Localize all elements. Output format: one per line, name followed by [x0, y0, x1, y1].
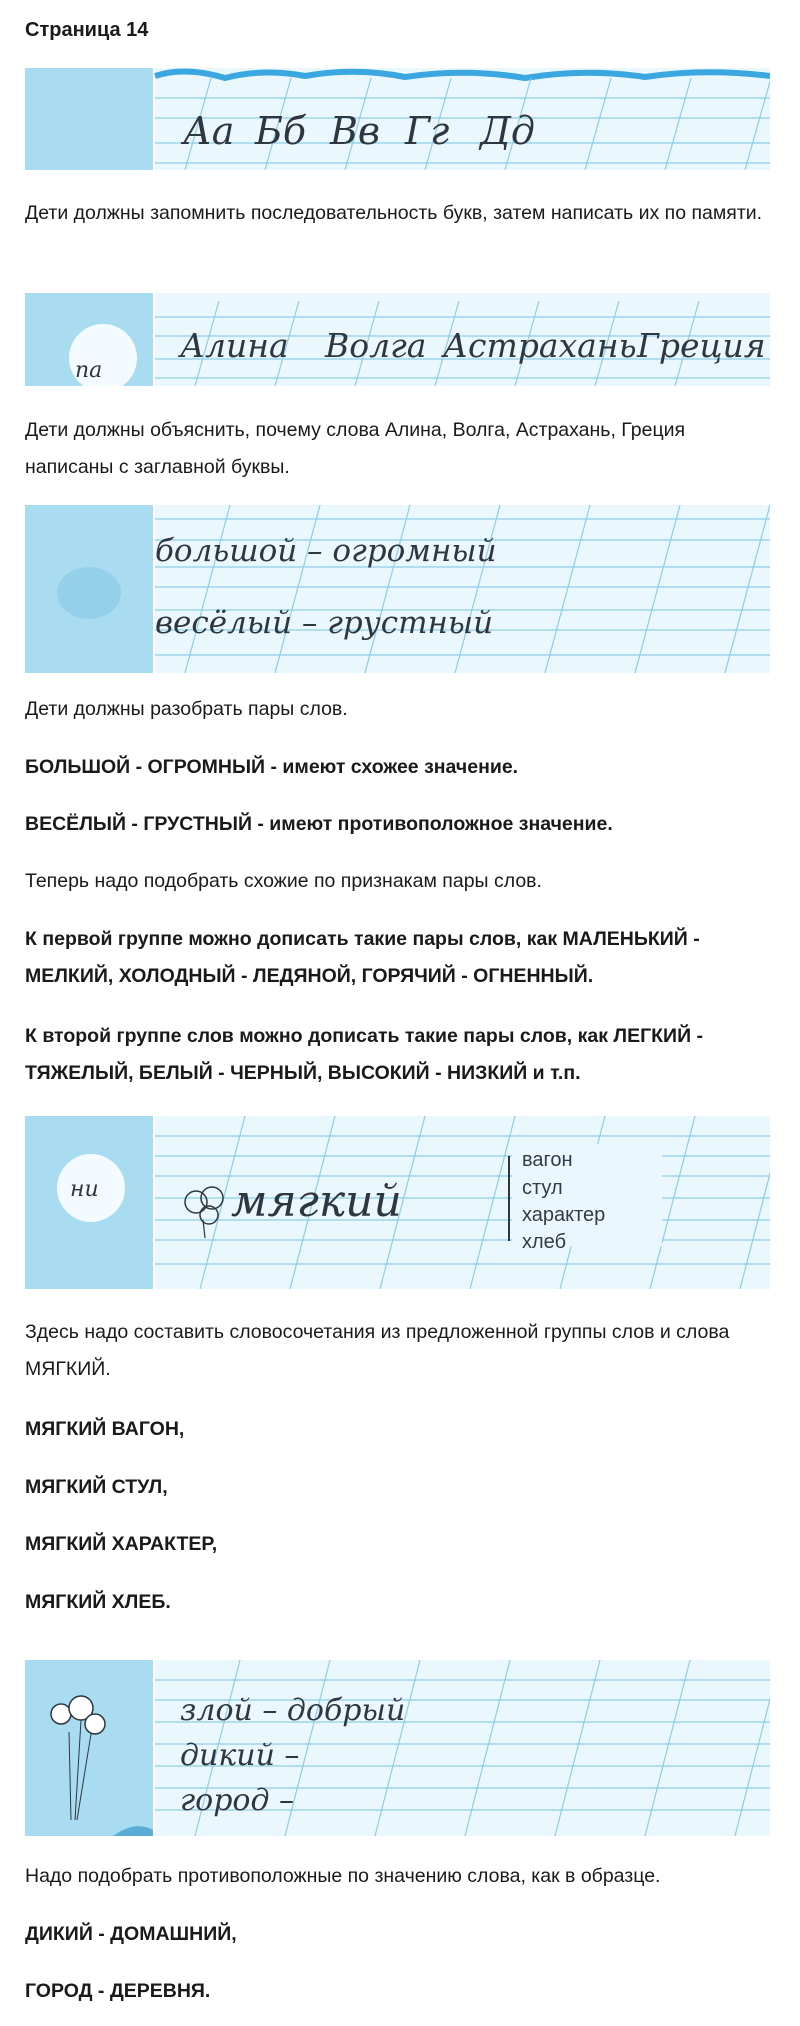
paragraph-8: К второй группе слов можно дописать такие пары слов, как ЛЕГКИЙ - ТЯЖЕЛЫЙ, БЕЛЫЙ - ЧЕРНЫЙ, ВЫСОКИЙ - НИЗКИЙ и т.п. [25, 1025, 703, 1084]
soft-list-item: вагон [522, 1149, 573, 1171]
paragraph-4: БОЛЬШОЙ - ОГРОМНЫЙ - имеют схожее значение. [25, 756, 519, 778]
letter-dd: Дд [480, 109, 535, 153]
paragraph-1: Дети должны запомнить последовательность букв, затем написать их по памяти. [25, 202, 763, 224]
paragraph-7: К первой группе можно дописать такие пары слов, как МАЛЕНЬКИЙ - МЕЛКИЙ, ХОЛОДНЫЙ - ЛЕДЯНОЙ, ГОРЯЧИЙ - ОГНЕННЫЙ. [25, 928, 700, 987]
opposite-line-3: город – [180, 1783, 295, 1818]
soft-list-item: характер [522, 1204, 606, 1226]
opposites-exercise-image [25, 1660, 770, 1836]
paragraph-13: МЯГКИЙ ХЛЕБ. [25, 1591, 171, 1613]
paragraph-3: Дети должны разобрать пары слов. [25, 698, 348, 720]
paragraph-12: МЯГКИЙ ХАРАКТЕР, [25, 1533, 218, 1555]
opposite-line-2: дикий – [180, 1738, 300, 1773]
paragraph-2: Дети должны объяснить, почему слова Алина, Волга, Астрахань, Греция написаны с заглавной буквы. [25, 419, 686, 478]
pairs-exercise-image [25, 505, 770, 673]
soft-tag: ни [70, 1177, 99, 1202]
pair-line-1: большой – огромный [155, 533, 497, 569]
paragraph-15: ДИКИЙ - ДОМАШНИЙ, [25, 1923, 237, 1945]
paragraph-16: ГОРОД - ДЕРЕВНЯ. [25, 1980, 211, 2002]
bird-icon [57, 567, 121, 619]
paragraph-5: ВЕСЁЛЫЙ - ГРУСТНЫЙ - имеют противоположное значение. [25, 813, 613, 835]
paragraph-11: МЯГКИЙ СТУЛ, [25, 1476, 168, 1498]
paragraph-9: Здесь надо составить словосочетания из предложенной группы слов и слова МЯГКИЙ. [25, 1321, 730, 1380]
letter-bb: Бб [255, 109, 307, 153]
letter-vv: Вв [330, 109, 381, 153]
soft-word: мягкий [231, 1176, 402, 1227]
opposite-line-1: злой – добрый [180, 1693, 406, 1728]
letter-gg: Гг [405, 109, 450, 153]
word-greece: Греция [637, 326, 766, 365]
word-astrakhan: Астрахань [443, 326, 637, 365]
names-tag: па [75, 358, 103, 383]
paragraph-6: Теперь надо подобрать схожие по признакам пары слов. [25, 870, 542, 892]
soft-list-item: стул [522, 1177, 563, 1199]
names-exercise-image [25, 293, 770, 386]
word-volga: Волга [325, 326, 427, 365]
word-alina: Алина [180, 326, 289, 365]
soft-exercise-image [25, 1116, 770, 1289]
letter-aa: Аа [183, 109, 235, 153]
page-title: Страница 14 [25, 19, 149, 41]
paragraph-14: Надо подобрать противоположные по значению слова, как в образце. [25, 1865, 661, 1887]
alphabet-exercise-image [25, 68, 770, 170]
soft-list-item: хлеб [522, 1231, 567, 1253]
paragraph-10: МЯГКИЙ ВАГОН, [25, 1418, 185, 1440]
pair-line-2: весёлый – грустный [155, 605, 494, 641]
